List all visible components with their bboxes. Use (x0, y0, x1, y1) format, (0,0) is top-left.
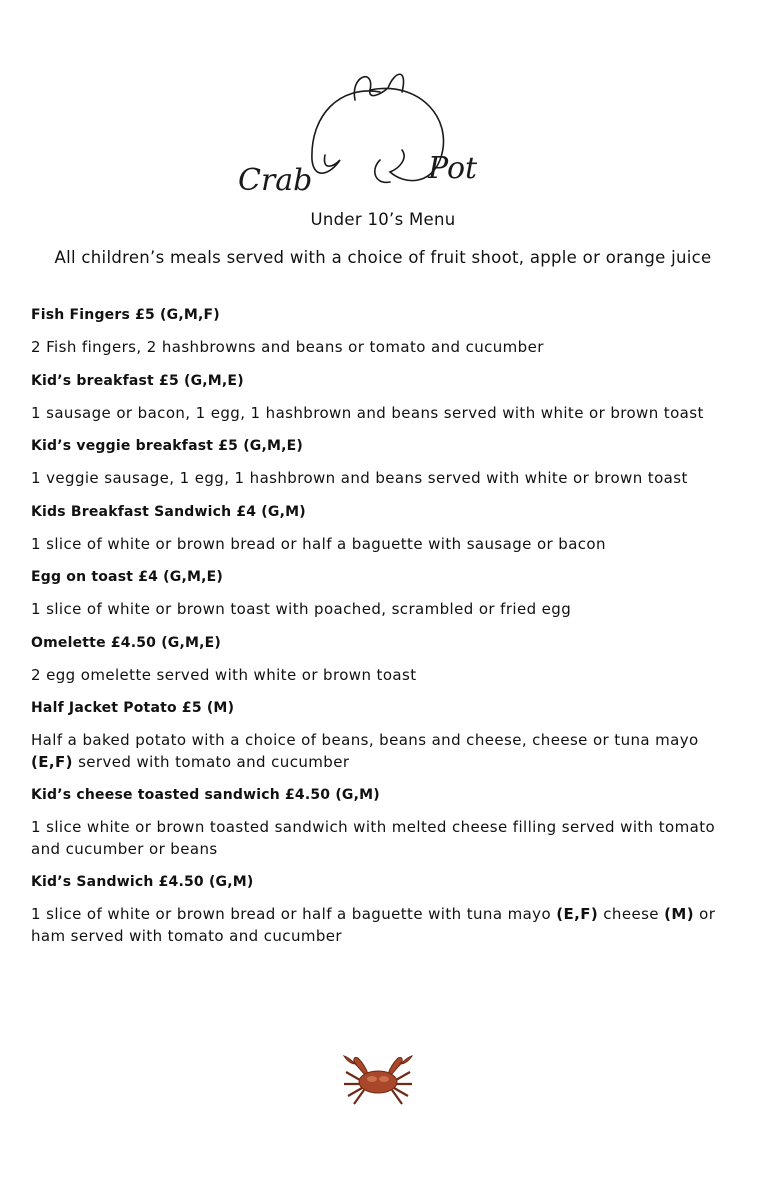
allergen-tag: (E,F) (556, 905, 599, 923)
crab-pot-logo (230, 60, 510, 210)
logo-text-pot: Pot (428, 151, 478, 186)
menu-item-title: Half Jacket Potato £5 (M) (31, 700, 235, 716)
menu-item-title: Kid’s cheese toasted sandwich £4.50 (G,M) (31, 787, 380, 803)
menu-item (31, 633, 731, 687)
allergen-tag: (M) (664, 905, 694, 923)
menu-item (31, 305, 731, 359)
menu-item (31, 698, 731, 773)
menu-item (31, 502, 731, 556)
desc-text: 1 slice of white or brown bread or half a baguette with tuna mayo (31, 905, 557, 923)
menu-item-title: Omelette £4.50 (G,M,E) (31, 634, 222, 651)
allergen-tag: (E,F) (31, 752, 73, 771)
menu-intro: All children’s meals served with a choice of fruit shoot, apple or orange juice (54, 248, 712, 267)
menu-item-desc: 1 slice of white or brown bread or half a baguette with sausage or bacon (31, 534, 606, 553)
menu-item (31, 371, 731, 425)
menu-item-desc: 1 veggie sausage, 1 egg, 1 hashbrown and beans served with white or brown toast (31, 469, 688, 487)
crab-icon (338, 1050, 418, 1110)
menu-item (31, 872, 731, 947)
menu-item (31, 436, 731, 490)
menu-subtitle: Under 10’s Menu (310, 210, 456, 229)
menu-item-desc: 2 egg omelette served with white or brown toast (31, 665, 417, 684)
menu-item-desc: 2 Fish fingers, 2 hashbrowns and beans or tomato and cucumber (31, 338, 544, 356)
desc-text: cheese (598, 905, 665, 923)
menu-item-title: Kid’s veggie breakfast £5 (G,M,E) (31, 438, 304, 454)
menu-item-title: Egg on toast £4 (G,M,E) (31, 569, 223, 585)
desc-text: or ham served with tomato and cucumber (31, 905, 716, 945)
menu-item-desc: 1 slice of white or brown toast with poached, scrambled or fried egg (31, 600, 572, 618)
desc-text: Half a baked potato with a choice of beans, beans and cheese, cheese or tuna mayo (31, 731, 699, 749)
desc-text: served with tomato and cucumber (72, 752, 350, 771)
menu-item (31, 785, 731, 860)
menu-item-desc (31, 904, 731, 947)
menu-item-title: Fish Fingers £5 (G,M,F) (31, 307, 220, 323)
menu-item-title: Kids Breakfast Sandwich £4 (G,M) (31, 503, 306, 520)
menu-item-desc: 1 slice white or brown toasted sandwich with melted cheese filling served with tomato and cucumber or beans (31, 818, 716, 858)
menu-item-desc: 1 sausage or bacon, 1 egg, 1 hashbrown and beans served with white or brown toast (31, 403, 704, 422)
menu-item-desc (31, 730, 731, 773)
menu-item (31, 567, 731, 621)
logo-text-crab: Crab (238, 163, 313, 198)
menu-item-title: Kid’s breakfast £5 (G,M,E) (31, 372, 244, 389)
menu-item-title: Kid’s Sandwich £4.50 (G,M) (31, 874, 254, 890)
menu-items (31, 305, 731, 959)
